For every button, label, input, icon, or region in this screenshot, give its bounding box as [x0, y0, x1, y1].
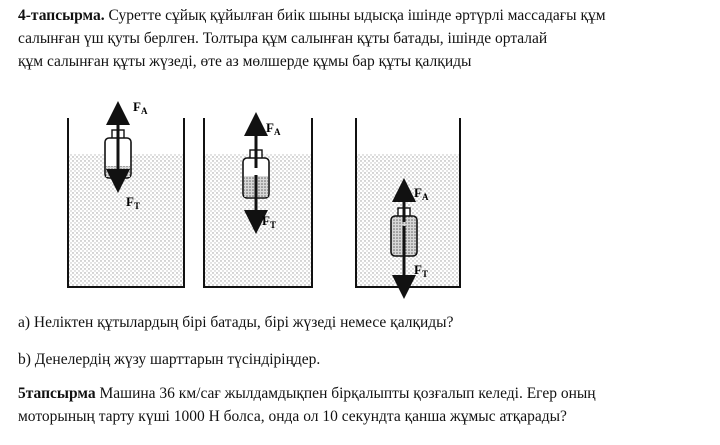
question-a: a) Неліктен құтылардың бірі батады, бірі жүзеді немесе қалқиды? [18, 314, 454, 331]
fa-label-3: $F_A$ [414, 185, 429, 202]
task5-text-line2: моторының тарту күші 1000 Н болса, онда ол 10 секундта қанша жұмыс атқарады? [18, 408, 567, 425]
container-1 [68, 99, 184, 287]
task4-text-line1: Суретте сұйық құйылған биік шыны ыдысқа ішінде әртүрлі массадағы құм [108, 7, 606, 24]
fa-label-2: $F_A$ [266, 120, 281, 137]
task5-line1 [18, 382, 706, 405]
container-2 [204, 118, 312, 287]
ft-label-3: $F_T$ [414, 262, 428, 279]
task4-text-line3: құм салынған құты жүзеді, өте аз мөлшерде құмы бар құты қалқиды [18, 53, 472, 70]
question-b: b) Денелердің жүзу шарттарын түсіндіріңдер. [18, 351, 321, 368]
ft-label-1: $F_T$ [126, 194, 140, 211]
task4-label: 4-тапсырма. [18, 7, 105, 24]
task5-paragraph [18, 382, 706, 428]
ft-label-2: $F_T$ [262, 213, 276, 230]
container-3 [356, 118, 460, 287]
task5-text-line1: Машина 36 км/сағ жылдамдықпен бірқалыпты қозғалып келеді. Егер оның [95, 385, 596, 402]
fa-label-1: $F_A$ [133, 99, 148, 116]
task4-text-line2: салынған үш қуты берлген. Толтыра құм салынған құты батады, ішінде орталай [18, 30, 548, 47]
task5-label: 5тапсырма [18, 385, 96, 402]
